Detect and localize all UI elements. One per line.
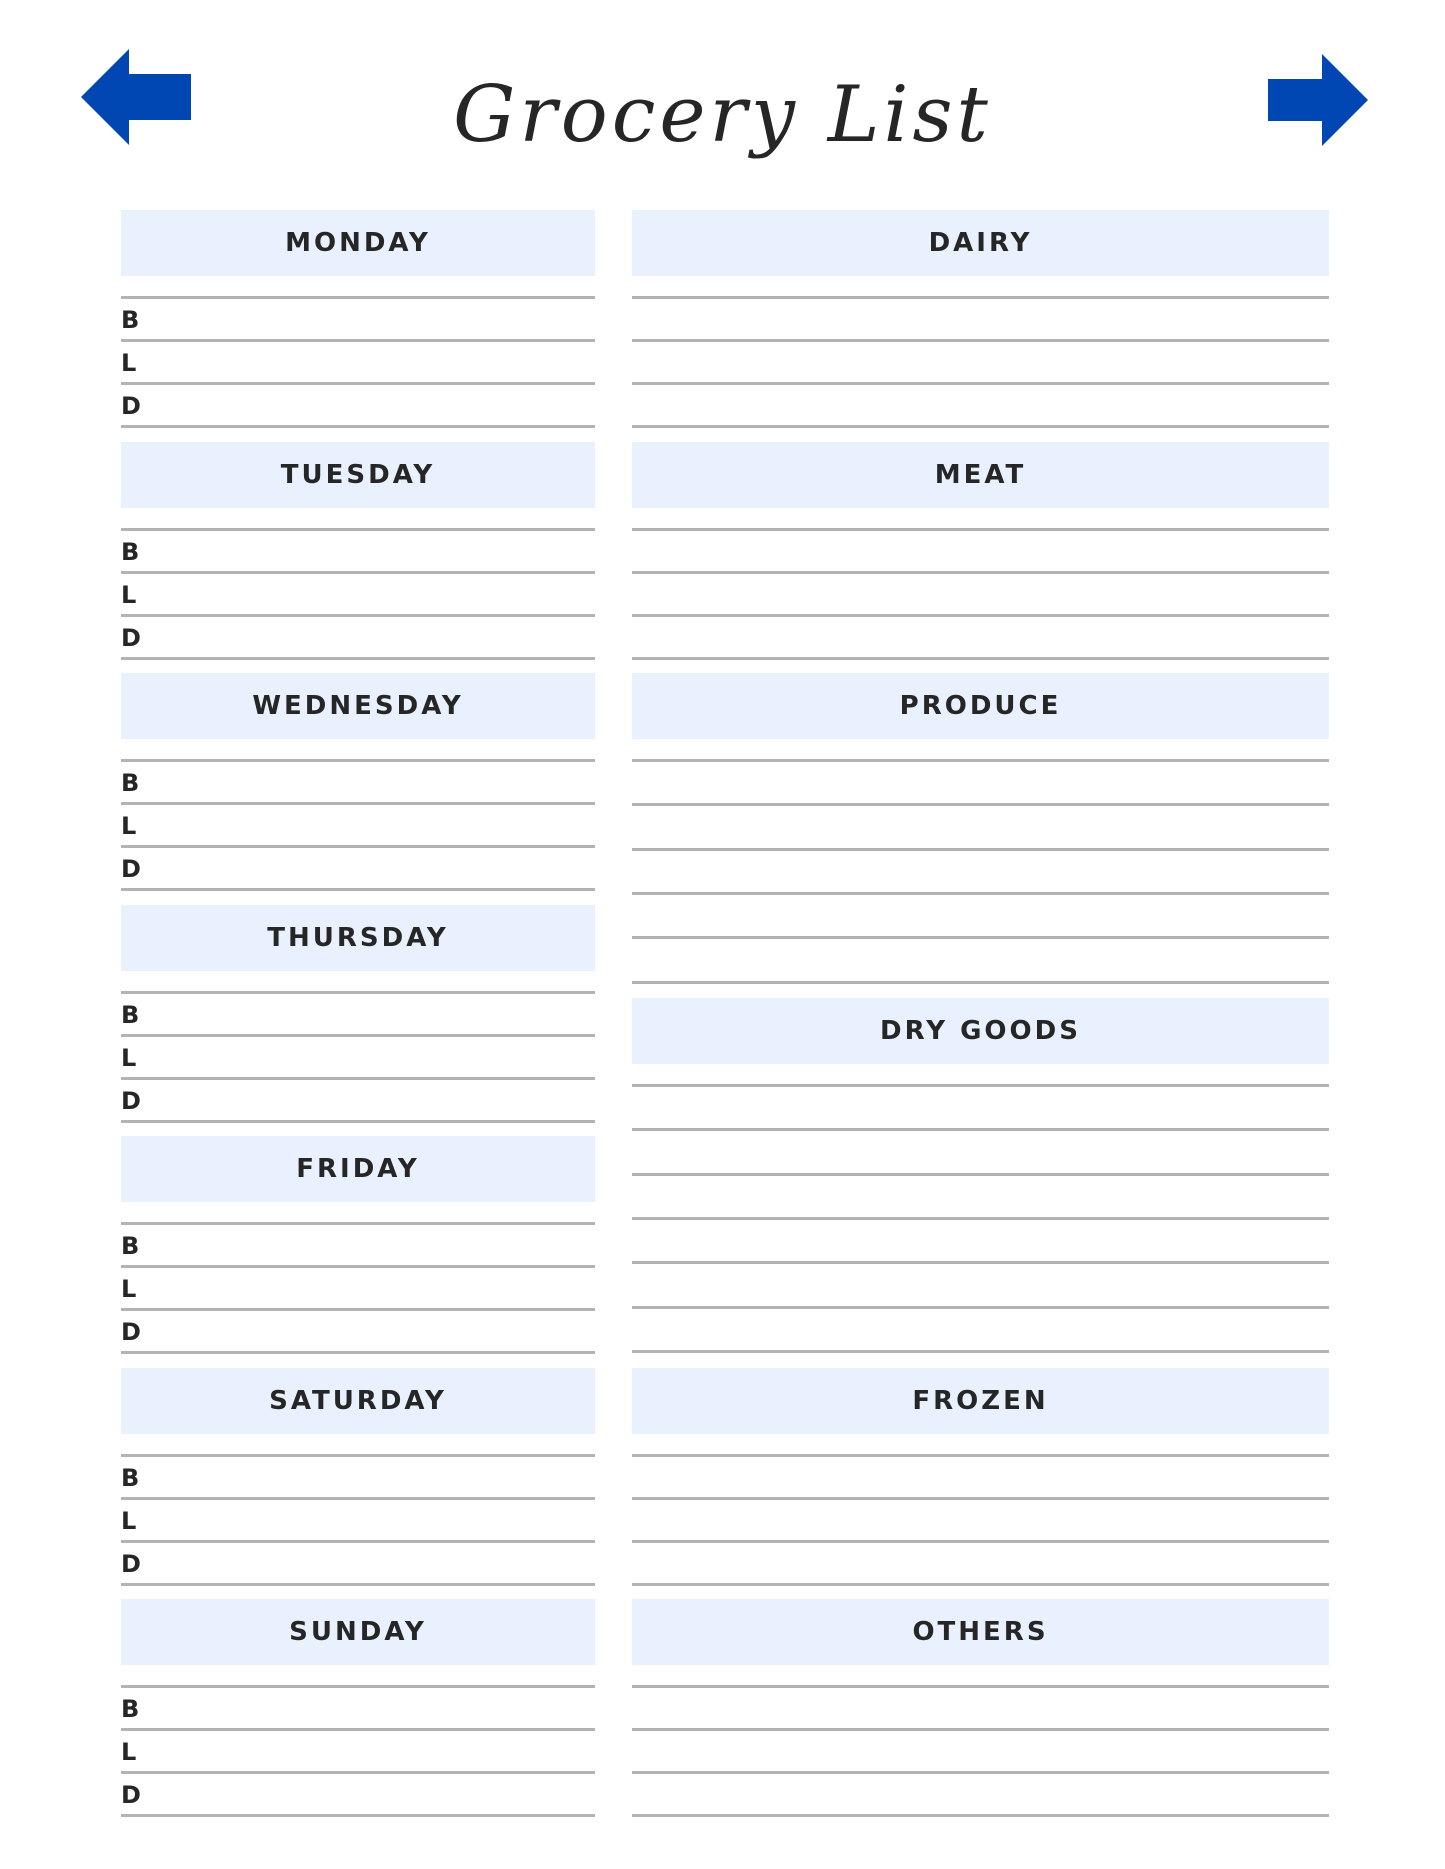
- grocery-entry-line[interactable]: [632, 1543, 1329, 1583]
- grocery-entry-line[interactable]: [632, 1688, 1329, 1728]
- divider: [121, 657, 595, 660]
- category-header-dairy: DAIRY: [632, 210, 1329, 276]
- meal-entry-line[interactable]: [121, 574, 595, 614]
- meal-label: B: [121, 538, 140, 566]
- grocery-entry-line[interactable]: [632, 851, 1329, 891]
- day-header-thursday: THURSDAY: [121, 905, 595, 971]
- day-header-monday: MONDAY: [121, 210, 595, 276]
- category-header-others: OTHERS: [632, 1599, 1329, 1665]
- meal-entry-line[interactable]: [121, 762, 595, 802]
- meal-label: B: [121, 769, 140, 797]
- divider: [121, 1351, 595, 1354]
- page-title: Grocery List: [453, 70, 992, 160]
- divider: [121, 1814, 595, 1817]
- meal-entry-line[interactable]: [121, 1774, 595, 1814]
- meal-label: D: [121, 392, 141, 420]
- meal-label: L: [121, 1507, 137, 1535]
- meal-entry-line[interactable]: [121, 617, 595, 657]
- grocery-entry-line[interactable]: [632, 806, 1329, 846]
- meal-label: D: [121, 1087, 141, 1115]
- arrow-left-icon[interactable]: [81, 49, 191, 145]
- grocery-entry-line[interactable]: [632, 762, 1329, 802]
- day-header-wednesday: WEDNESDAY: [121, 673, 595, 739]
- grocery-entry-line[interactable]: [632, 1264, 1329, 1304]
- grocery-entry-line[interactable]: [632, 895, 1329, 935]
- grocery-entry-line[interactable]: [632, 1220, 1329, 1260]
- divider: [121, 1120, 595, 1123]
- meal-label: L: [121, 1275, 137, 1303]
- meal-entry-line[interactable]: [121, 994, 595, 1034]
- meal-entry-line[interactable]: [121, 1311, 595, 1351]
- meal-entry-line[interactable]: [121, 342, 595, 382]
- category-header-frozen: FROZEN: [632, 1368, 1329, 1434]
- meal-entry-line[interactable]: [121, 299, 595, 339]
- grocery-entry-line[interactable]: [632, 1176, 1329, 1216]
- divider: [632, 1814, 1329, 1817]
- divider: [632, 1583, 1329, 1586]
- divider: [632, 1350, 1329, 1353]
- meal-entry-line[interactable]: [121, 531, 595, 571]
- meal-label: B: [121, 1001, 140, 1029]
- meal-label: L: [121, 1738, 137, 1766]
- grocery-entry-line[interactable]: [632, 574, 1329, 614]
- divider: [121, 1583, 595, 1586]
- meal-entry-line[interactable]: [121, 1500, 595, 1540]
- grocery-entry-line[interactable]: [632, 1309, 1329, 1349]
- meal-label: B: [121, 1695, 140, 1723]
- day-header-friday: FRIDAY: [121, 1136, 595, 1202]
- grocery-entry-line[interactable]: [632, 1131, 1329, 1171]
- grocery-entry-line[interactable]: [632, 342, 1329, 382]
- meal-entry-line[interactable]: [121, 385, 595, 425]
- arrow-right-icon[interactable]: [1268, 54, 1368, 146]
- grocery-entry-line[interactable]: [632, 1500, 1329, 1540]
- meal-label: B: [121, 1232, 140, 1260]
- grocery-entry-line[interactable]: [632, 385, 1329, 425]
- meal-label: L: [121, 1044, 137, 1072]
- category-header-produce: PRODUCE: [632, 673, 1329, 739]
- meal-entry-line[interactable]: [121, 848, 595, 888]
- grocery-entry-line[interactable]: [632, 531, 1329, 571]
- meal-entry-line[interactable]: [121, 1268, 595, 1308]
- meal-label: L: [121, 812, 137, 840]
- meal-entry-line[interactable]: [121, 1543, 595, 1583]
- meal-label: B: [121, 306, 140, 334]
- meal-label: D: [121, 1781, 141, 1809]
- grocery-entry-line[interactable]: [632, 1087, 1329, 1127]
- category-header-dry-goods: DRY GOODS: [632, 998, 1329, 1064]
- meal-entry-line[interactable]: [121, 1457, 595, 1497]
- grocery-entry-line[interactable]: [632, 1774, 1329, 1814]
- meal-label: D: [121, 1318, 141, 1346]
- meal-entry-line[interactable]: [121, 1688, 595, 1728]
- day-header-sunday: SUNDAY: [121, 1599, 595, 1665]
- divider: [121, 888, 595, 891]
- divider: [632, 657, 1329, 660]
- meal-label: D: [121, 1550, 141, 1578]
- meal-label: D: [121, 624, 141, 652]
- meal-label: B: [121, 1464, 140, 1492]
- grocery-entry-line[interactable]: [632, 299, 1329, 339]
- meal-entry-line[interactable]: [121, 1037, 595, 1077]
- category-header-meat: MEAT: [632, 442, 1329, 508]
- divider: [121, 425, 595, 428]
- meal-label: L: [121, 349, 137, 377]
- meal-label: L: [121, 581, 137, 609]
- divider: [632, 425, 1329, 428]
- meal-entry-line[interactable]: [121, 805, 595, 845]
- meal-entry-line[interactable]: [121, 1080, 595, 1120]
- meal-label: D: [121, 855, 141, 883]
- meal-entry-line[interactable]: [121, 1731, 595, 1771]
- grocery-entry-line[interactable]: [632, 617, 1329, 657]
- meal-entry-line[interactable]: [121, 1225, 595, 1265]
- divider: [632, 981, 1329, 984]
- grocery-entry-line[interactable]: [632, 1731, 1329, 1771]
- day-header-tuesday: TUESDAY: [121, 442, 595, 508]
- day-header-saturday: SATURDAY: [121, 1368, 595, 1434]
- grocery-entry-line[interactable]: [632, 939, 1329, 979]
- grocery-entry-line[interactable]: [632, 1457, 1329, 1497]
